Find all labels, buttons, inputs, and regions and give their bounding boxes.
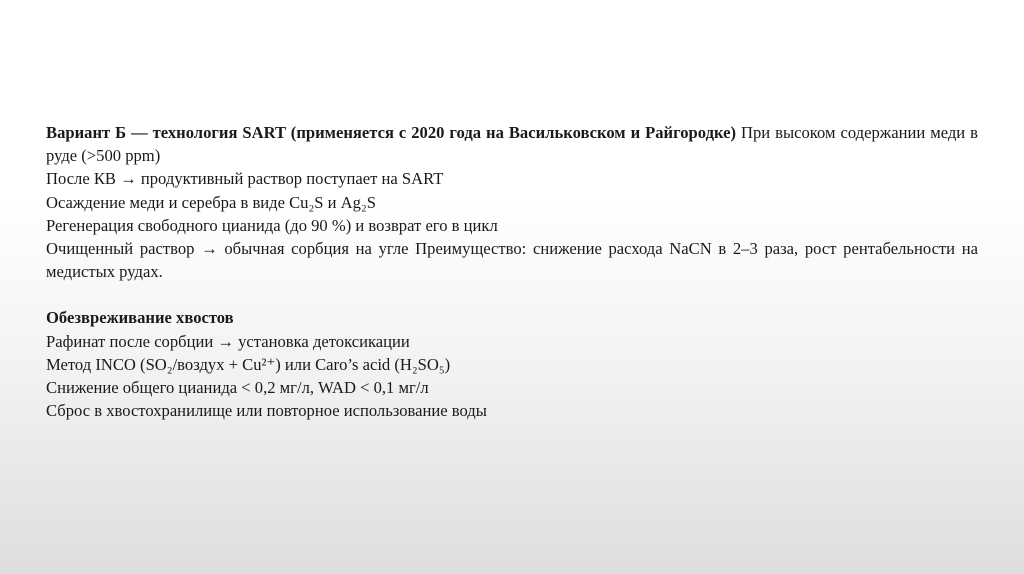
variant-b-line-2: Осаждение меди и серебра в виде Cu₂S и Ag₂S	[46, 192, 376, 212]
section-spacer	[46, 283, 978, 306]
detox-line-4: Сброс в хвостохранилище или повторное использование воды	[46, 401, 487, 421]
variant-b-line-1: После КВ → продуктивный раствор поступает на SART	[46, 169, 444, 189]
variant-b-paragraph	[46, 121, 978, 167]
variant-b-intro: При высоком содержании меди в руде (>500 ppm)	[46, 123, 978, 166]
detox-line-3: Снижение общего цианида < 0,2 мг/л, WAD < 0,1 мг/л	[46, 378, 429, 398]
slide-text-block	[46, 121, 978, 422]
detox-line-1: Рафинат после сорбции → установка детоксикации	[46, 331, 410, 351]
variant-b-advantage: Очищенный раствор → обычная сорбция на угле Преимущество: снижение расхода NaCN в 2–3 раза, рост рентабельности на медистых рудах.	[46, 239, 978, 282]
variant-b-heading: Вариант Б — технология SART (применяется с 2020 года на Васильковском и Райгородке)	[46, 123, 737, 142]
variant-b-line-3: Регенерация свободного цианида (до 90 %) и возврат его в цикл	[46, 215, 498, 235]
detox-heading: Обезвреживание хвостов	[46, 308, 234, 328]
detox-line-2: Метод INCO (SO₂/воздух + Cu²⁺) или Caro’s acid (H₂SO₅)	[46, 354, 451, 374]
